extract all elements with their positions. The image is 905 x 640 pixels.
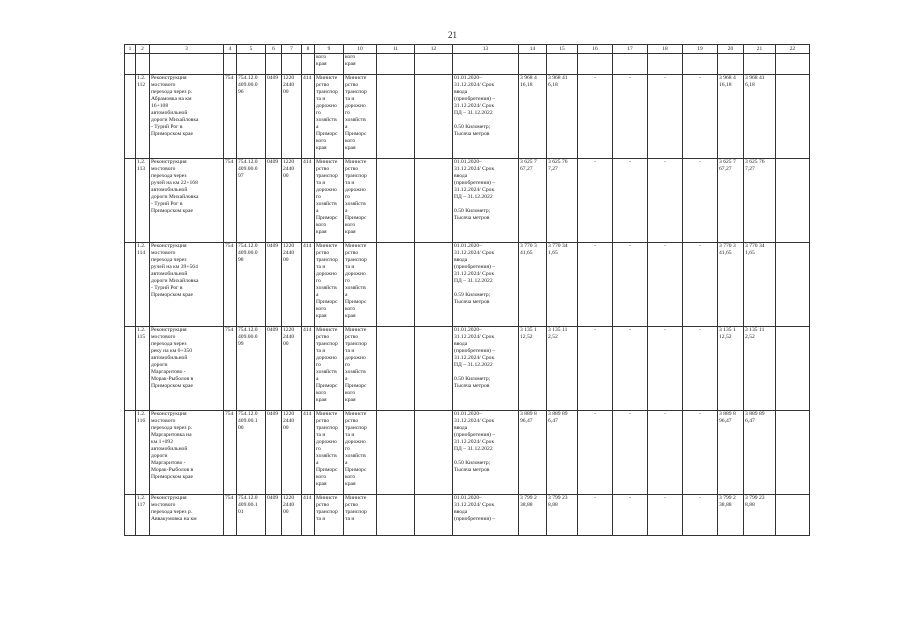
- table-cell-c17: -: [613, 495, 648, 536]
- table-cell-c16: -: [578, 327, 613, 411]
- table-cell: [125, 327, 136, 411]
- table-cell-c10: Министе рство транспор та и дорожно го хозяйств а Приморс кого края: [344, 159, 377, 243]
- table-cell-c11: [377, 327, 415, 411]
- table-cell: [237, 54, 266, 75]
- table-cell-c14: 3 770 3 41,65: [519, 243, 547, 327]
- table-cell-c13: 01.01.2020– 31.12.2024/ Срок ввода (приобретения) – 31.12.2024/ Срок ПД – 31.12.2022 0.50 Километр; Тысяча метров: [453, 159, 519, 243]
- table-cell-c13: 01.01.2020– 31.12.2024/ Срок ввода (приобретения) –: [453, 495, 519, 536]
- table-cell: [613, 54, 648, 75]
- table-cell-c12: [415, 75, 453, 159]
- table-cell-c7: 1220 2440 00: [282, 495, 302, 536]
- table-row: [125, 159, 810, 243]
- table-cell: [125, 243, 136, 327]
- table-cell-c19: -: [683, 327, 718, 411]
- table-cell: [125, 495, 136, 536]
- table-cell-c7: 1220 2440 00: [282, 159, 302, 243]
- table-cell-c18: -: [648, 243, 683, 327]
- table-cell-c11: [377, 159, 415, 243]
- table-cell-c12: [415, 159, 453, 243]
- table-cell-c10: Министе рство транспор та и дорожно го хозяйств а Приморс кого края: [344, 75, 377, 159]
- table-cell-c9: Министе рство транспор та и дорожно го хозяйств а Приморс кого края: [315, 411, 344, 495]
- table-cell-c10: Министе рство транспор та и дорожно го хозяйств а Приморс кого края: [344, 243, 377, 327]
- table-cell-c6: 0409: [266, 495, 282, 536]
- table-cell-c14: 3 968 4 16,18: [519, 75, 547, 159]
- table-cell-c15: 3 889 89 6,47: [547, 411, 578, 495]
- table-cell-name: Реконструкция мостового перехода через ручей на км 22+168 автомобильной дороги Михайловка - Турий Рог в Приморском крае: [150, 159, 224, 243]
- table-cell-c5: 754.12.0 409.00.0 98: [237, 243, 266, 327]
- table-cell-c21: 3 889 89 6,47: [744, 411, 776, 495]
- table-cell-c18: -: [648, 75, 683, 159]
- header-cell: 1: [125, 45, 136, 54]
- table-cell-c7: 1220 2440 00: [282, 243, 302, 327]
- table-cell: [150, 54, 224, 75]
- table-cell-c4: 754: [224, 75, 237, 159]
- table-cell-c5: 754.12.0 409.00.0 97: [237, 159, 266, 243]
- table-cell-c9: Министе рство транспор та и дорожно го хозяйств а Приморс кого края: [315, 159, 344, 243]
- table-cell-c20: 3 770 3 41,65: [718, 243, 744, 327]
- table-cell-c12: [415, 243, 453, 327]
- table-cell: [224, 54, 237, 75]
- table-cell-c6: 0409: [266, 327, 282, 411]
- table-cell-c18: -: [648, 411, 683, 495]
- table-cell-c8: 414: [302, 75, 315, 159]
- table-row: [125, 411, 810, 495]
- table-cell-c5: 754.12.0 409.00.0 96: [237, 75, 266, 159]
- table-cell-c12: [415, 327, 453, 411]
- table-cell: [266, 54, 282, 75]
- table-cell-c20: 3 889 8 96,47: [718, 411, 744, 495]
- table-cell: [302, 54, 315, 75]
- table-cell: [648, 54, 683, 75]
- table-cell-c4: 754: [224, 243, 237, 327]
- table-cell-num: 1.2. 114: [136, 243, 150, 327]
- table-cell-c14: 3 799 2 38,88: [519, 495, 547, 536]
- table-cell-c22: [776, 243, 810, 327]
- table-cell-name: Реконструкция мостового перехода через р. Аввакумовка на км: [150, 495, 224, 536]
- table-row: [125, 75, 810, 159]
- header-cell: 3: [150, 45, 224, 54]
- table-cell-c15: 3 135 11 2,52: [547, 327, 578, 411]
- table-cell-c15: 3 625 76 7,27: [547, 159, 578, 243]
- table-cell-c11: [377, 411, 415, 495]
- table-cell-c5: 754.12.0 409.00.1 01: [237, 495, 266, 536]
- table-cell-c18: -: [648, 327, 683, 411]
- table-cell-c8: 414: [302, 495, 315, 536]
- table-cell-c9: Министе рство транспор та и дорожно го хозяйств а Приморс кого края: [315, 243, 344, 327]
- header-cell: 15: [547, 45, 578, 54]
- header-cell: 17: [613, 45, 648, 54]
- table-cell-c8: 414: [302, 243, 315, 327]
- header-cell: 13: [453, 45, 519, 54]
- table-cell-c20: 3 135 1 12,52: [718, 327, 744, 411]
- table-cell-c7: 1220 2440 00: [282, 411, 302, 495]
- table-cell-c17: -: [613, 411, 648, 495]
- table-cell-c8: 414: [302, 327, 315, 411]
- table-cell-c13: 01.01.2020– 31.12.2024/ Срок ввода (приобретения) – 31.12.2024/ Срок ПД – 31.12.2022 0.50 Километр; Тысяча метров: [453, 411, 519, 495]
- table-cell-c19: -: [683, 159, 718, 243]
- table-cell: [578, 54, 613, 75]
- table-row: [125, 327, 810, 411]
- table-cell-c16: -: [578, 495, 613, 536]
- header-cell: 6: [266, 45, 282, 54]
- table-cell-c6: 0409: [266, 411, 282, 495]
- header-cell: 22: [776, 45, 810, 54]
- table-cell: [377, 54, 415, 75]
- table-cell-c16: -: [578, 159, 613, 243]
- table-cell-c14: 3 625 7 67,27: [519, 159, 547, 243]
- table-cell: [282, 54, 302, 75]
- header-cell: 18: [648, 45, 683, 54]
- table-cell-name: Реконструкция мостового перехода через ручей на км 39+564 автомобильной дороги Михайловка - Турий Рог в Приморском крае: [150, 243, 224, 327]
- table-cell-c21: 3 770 34 1,65: [744, 243, 776, 327]
- header-cell: 9: [315, 45, 344, 54]
- table-cell: [776, 54, 810, 75]
- table-cell-c15: 3 968 41 6,18: [547, 75, 578, 159]
- table-cell-c15: 3 770 34 1,65: [547, 243, 578, 327]
- table-cell-c19: -: [683, 411, 718, 495]
- table-cell: [415, 54, 453, 75]
- header-cell: 14: [519, 45, 547, 54]
- table-cell: [683, 54, 718, 75]
- table-cell-c22: [776, 495, 810, 536]
- table-cell-c4: 754: [224, 495, 237, 536]
- table-cell-name: Реконструкция мостового перехода через р. Абрамовка на км 16+108 автомобильной дороги Михайловка - Турий Рог в Приморском крае: [150, 75, 224, 159]
- table-cell-name: Реконструкция мостового перехода через реку на км 0+350 автомобильной дороги Маргаритово - Морак-Рыболов в Приморском крае: [150, 327, 224, 411]
- table-cell-c8: 414: [302, 411, 315, 495]
- table-row: [125, 495, 810, 536]
- table-cell-c21: 3 799 23 8,88: [744, 495, 776, 536]
- budget-table: [124, 44, 810, 536]
- table-cell-c19: -: [683, 75, 718, 159]
- table-cell-c19: -: [683, 495, 718, 536]
- table-cell-name: Реконструкция мостового перехода через р. Маргаритовка на км 1+092 автомобильной дороги Маргаритово - Морак-Рыболов в Приморском крае: [150, 411, 224, 495]
- table-cell-c9: Министе рство транспор та и: [315, 495, 344, 536]
- table-cell-c16: -: [578, 411, 613, 495]
- table-cell: [453, 54, 519, 75]
- table-cell-c15: 3 799 23 8,88: [547, 495, 578, 536]
- table-cell: [519, 54, 547, 75]
- table-cell-c17: -: [613, 159, 648, 243]
- table-cell-c4: 754: [224, 327, 237, 411]
- table-cell-num: 1.2. 112: [136, 75, 150, 159]
- table-cell-c9: Министе рство транспор та и дорожно го хозяйств а Приморс кого края: [315, 327, 344, 411]
- header-cell: 11: [377, 45, 415, 54]
- header-cell: 21: [744, 45, 776, 54]
- table-cell-c5: 754.12.0 409.00.1 00: [237, 411, 266, 495]
- table-cell: [136, 54, 150, 75]
- table-cell-c11: [377, 495, 415, 536]
- header-cell: 5: [237, 45, 266, 54]
- table-cell: [125, 411, 136, 495]
- header-cell: 10: [344, 45, 377, 54]
- table-cell-c6: 0409: [266, 159, 282, 243]
- header-cell: 19: [683, 45, 718, 54]
- header-cell: 4: [224, 45, 237, 54]
- table-cell-num: 1.2. 115: [136, 327, 150, 411]
- table-cell-c22: [776, 75, 810, 159]
- table-cell-c21: 3 135 11 2,52: [744, 327, 776, 411]
- table-cell: кого края: [315, 54, 344, 75]
- header-row: [125, 45, 810, 54]
- header-cell: 20: [718, 45, 744, 54]
- table-cell-c12: [415, 411, 453, 495]
- table-cell: [125, 54, 136, 75]
- header-cell: 16: [578, 45, 613, 54]
- table-cell-c17: -: [613, 327, 648, 411]
- table-cell-c16: -: [578, 75, 613, 159]
- header-cell: 7: [282, 45, 302, 54]
- table-cell-c20: 3 968 4 16,18: [718, 75, 744, 159]
- table-cell-c13: 01.01.2020– 31.12.2024/ Срок ввода (приобретения) – 31.12.2024/ Срок ПД – 31.12.2022 0.50 Километр; Тысяча метров: [453, 327, 519, 411]
- table-cell-c7: 1220 2440 00: [282, 327, 302, 411]
- table-cell-num: 1.2. 116: [136, 411, 150, 495]
- table-cell-c22: [776, 159, 810, 243]
- table-cell-c14: 3 889 8 96,47: [519, 411, 547, 495]
- table-cell: [718, 54, 744, 75]
- table-cell-c6: 0409: [266, 243, 282, 327]
- table-row: [125, 243, 810, 327]
- table-cell-c12: [415, 495, 453, 536]
- table-cell-c16: -: [578, 243, 613, 327]
- table-cell-c20: 3 625 7 67,27: [718, 159, 744, 243]
- table-cell: [744, 54, 776, 75]
- table-cell-c21: 3 968 41 6,18: [744, 75, 776, 159]
- table-cell-c18: -: [648, 159, 683, 243]
- table-cell-c4: 754: [224, 411, 237, 495]
- table-cell-c11: [377, 75, 415, 159]
- table-cell-c18: -: [648, 495, 683, 536]
- table-cell-c10: Министе рство транспор та и дорожно го хозяйств а Приморс кого края: [344, 327, 377, 411]
- table-cell: кого края: [344, 54, 377, 75]
- table-cell-c21: 3 625 76 7,27: [744, 159, 776, 243]
- table-cell-c5: 754.12.0 409.00.0 99: [237, 327, 266, 411]
- table-cell-c10: Министе рство транспор та и дорожно го хозяйств а Приморс кого края: [344, 411, 377, 495]
- table-cell: [125, 75, 136, 159]
- table-cell-c17: -: [613, 75, 648, 159]
- page-number: 21: [448, 30, 457, 40]
- header-cell: 2: [136, 45, 150, 54]
- table-cell-c19: -: [683, 243, 718, 327]
- table-cell: [547, 54, 578, 75]
- table-cell-num: 1.2. 113: [136, 159, 150, 243]
- table-cell-c7: 1220 2440 00: [282, 75, 302, 159]
- table-cell-c20: 3 799 2 38,88: [718, 495, 744, 536]
- table-cell-c8: 414: [302, 159, 315, 243]
- table-cell-c11: [377, 243, 415, 327]
- table-cell-c10: Министе рство транспор та и: [344, 495, 377, 536]
- table-cell-c13: 01.01.2020– 31.12.2024/ Срок ввода (приобретения) – 31.12.2024/ Срок ПД – 31.12.2022 0.59 Километр; Тысяча метров: [453, 243, 519, 327]
- table-cell-c13: 01.01.2020– 31.12.2024/ Срок ввода (приобретения) – 31.12.2024/ Срок ПД – 31.12.2022 0.50 Километр; Тысяча метров: [453, 75, 519, 159]
- continuation-row: [125, 54, 810, 75]
- table-cell-num: 1.2. 117: [136, 495, 150, 536]
- table-cell-c4: 754: [224, 159, 237, 243]
- table-cell-c22: [776, 327, 810, 411]
- table-cell-c6: 0409: [266, 75, 282, 159]
- header-cell: 12: [415, 45, 453, 54]
- table-cell-c9: Министе рство транспор та и дорожно го хозяйств а Приморс кого края: [315, 75, 344, 159]
- table-cell: [125, 159, 136, 243]
- table-cell-c17: -: [613, 243, 648, 327]
- header-cell: 8: [302, 45, 315, 54]
- table-cell-c22: [776, 411, 810, 495]
- table-cell-c14: 3 135 1 12,52: [519, 327, 547, 411]
